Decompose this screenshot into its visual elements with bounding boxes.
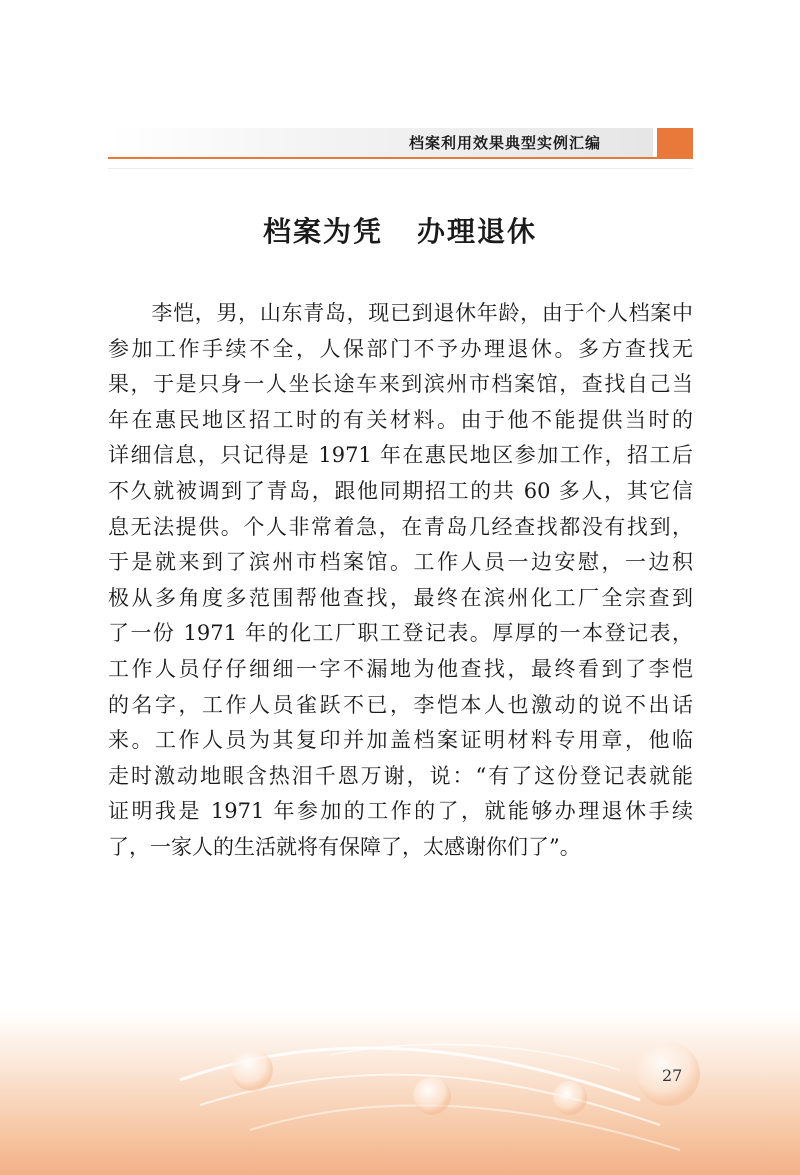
body-line: 不久就被调到了青岛，跟他同期招工的共 60 多人，其它信 bbox=[108, 478, 693, 503]
header-title: 档案利用效果典型实例汇编 bbox=[408, 134, 601, 152]
footer-bubble bbox=[231, 1049, 273, 1091]
running-header bbox=[108, 128, 693, 158]
header-rule bbox=[108, 157, 693, 159]
footer-bubble bbox=[553, 1081, 587, 1115]
body-line: 详细信息，只记得是 1971 年在惠民地区参加工作，招工后 bbox=[108, 443, 693, 468]
body-line: 于是就来到了滨州市档案馆。工作人员一边安慰，一边积 bbox=[108, 550, 693, 575]
body-line: 了一份 1971 年的化工厂职工登记表。厚厚的一本登记表， bbox=[108, 621, 693, 646]
body-line: 年在惠民地区招工时的有关材料。由于他不能提供当时的 bbox=[108, 407, 693, 432]
footer-bubble bbox=[413, 1077, 451, 1115]
body-line: 息无法提供。个人非常着急，在青岛几经查找都没有找到， bbox=[108, 514, 693, 539]
body-line: 果，于是只身一人坐长途车来到滨州市档案馆，查找自己当 bbox=[108, 372, 693, 397]
body-line: 李恺，男，山东青岛，现已到退休年龄，由于个人档案中 bbox=[108, 301, 693, 325]
header-bar bbox=[108, 128, 653, 158]
body-line: 的名字，工作人员雀跃不已，李恺本人也激动的说不出话 bbox=[108, 692, 693, 717]
body-line: 极从多角度多范围帮他查找，最终在滨州化工厂全宗查到 bbox=[108, 585, 693, 610]
body-line: 证明我是 1971 年参加的工作的了，就能够办理退休手续 bbox=[108, 799, 693, 824]
footer-wave-graphic bbox=[0, 1010, 800, 1175]
article-body bbox=[108, 296, 693, 866]
page-number: 27 bbox=[662, 1066, 683, 1085]
article-title bbox=[0, 210, 800, 250]
body-line: 走时激动地眼含热泪千恩万谢，说：“有了这份登记表就能 bbox=[108, 763, 693, 788]
body-line: 来。工作人员为其复印并加盖档案证明材料专用章，他临 bbox=[108, 728, 693, 753]
header-accent-block bbox=[657, 128, 693, 158]
body-line: 工作人员仔仔细细一字不漏地为他查找，最终看到了李恺 bbox=[108, 656, 693, 681]
body-line: 了，一家人的生活就将有保障了，太感谢你们了”。 bbox=[108, 834, 581, 859]
article-title-part1: 档案为凭 bbox=[262, 215, 383, 248]
body-line: 参加工作手续不全，人保部门不予办理退休。多方查找无 bbox=[108, 336, 693, 361]
footer-decoration bbox=[0, 1010, 800, 1175]
article-title-part2: 办理退休 bbox=[417, 215, 538, 248]
header-rule-light bbox=[108, 168, 693, 169]
